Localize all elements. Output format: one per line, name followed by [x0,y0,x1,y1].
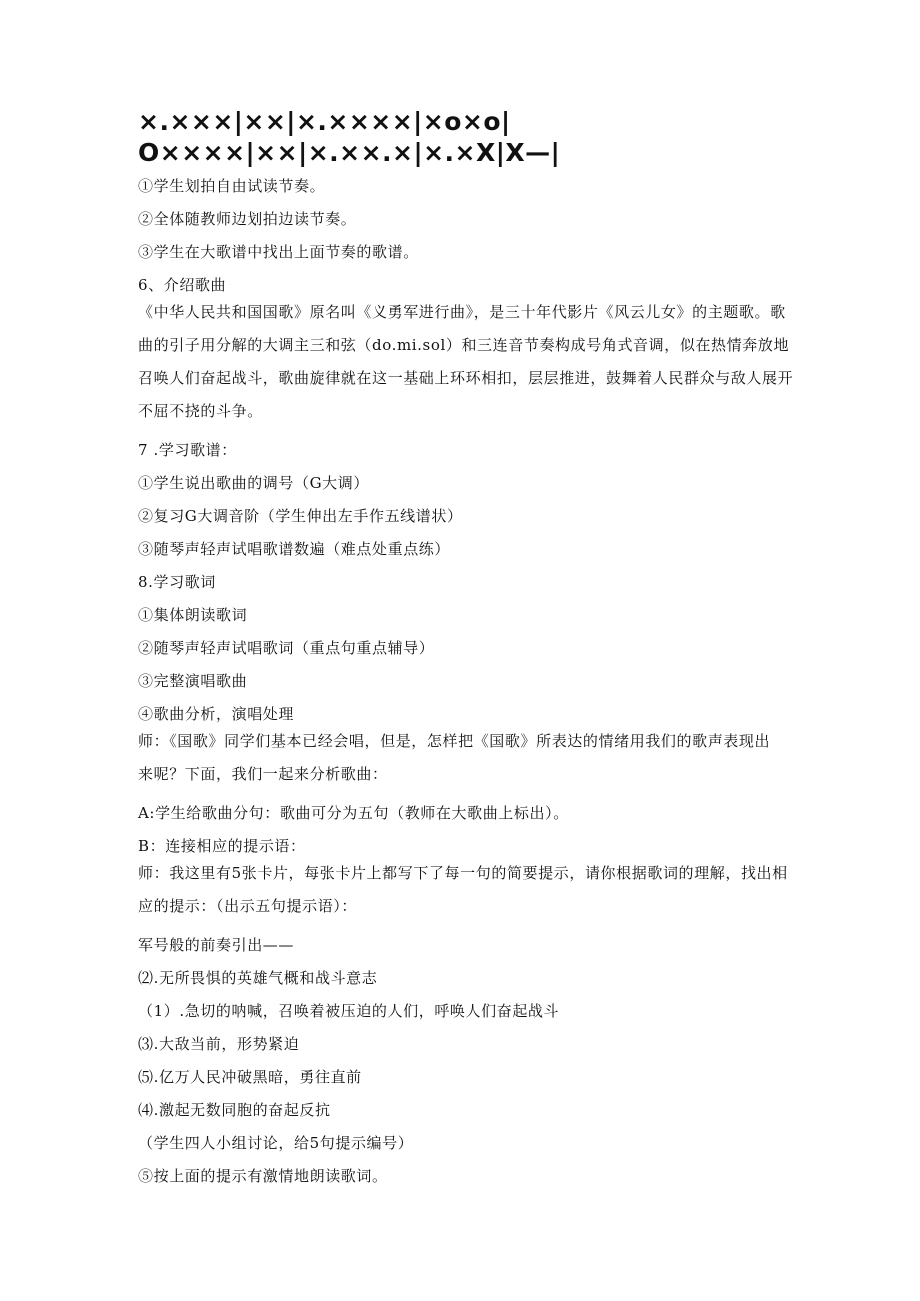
step-read-lyrics: ①集体朗读歌词 [138,606,248,624]
rhythm-line-1: ×.×××|××|×.××××|×o×o| [138,107,511,136]
paragraph-line: 师：《国歌》同学们基本已经会唱，但是，怎样把《国歌》所表达的情绪用我们的歌声表现出 [138,732,771,750]
prompt-5: ⑸.亿万人民冲破黑暗，勇往直前 [138,1068,362,1086]
section-heading-8: 8.学习歌词 [138,573,216,591]
prompt-1: （1）.急切的呐喊，召唤着被压迫的人们，呼唤人们奋起战斗 [138,1002,560,1020]
prompt-2: ⑵.无所畏惧的英雄气概和战斗意志 [138,969,378,987]
paragraph-line: 召唤人们奋起战斗，歌曲旋律就在这一基础上环环相扣，层层推进，鼓舞着人民群众与敌人展开 [138,369,794,387]
rhythm-line-2: O××××|××|×.××.×|×.×X|X—| [138,138,561,167]
section-heading-6: 6、介绍歌曲 [138,276,227,294]
paragraph-line: 不屈不挠的斗争。 [138,402,263,420]
step-song-analysis: ④歌曲分析，演唱处理 [138,705,295,723]
prompt-3: ⑶.大敌当前，形势紧迫 [138,1035,300,1053]
prompt-4: ⑷.激起无数同胞的奋起反抗 [138,1101,331,1119]
step-read-rhythm-free: ①学生划拍自由试读节奏。 [138,177,326,195]
prompt-intro: 军号般的前奏引出—— [138,936,295,954]
step-key-signature: ①学生说出歌曲的调号（G大调） [138,474,369,492]
paragraph-line: 应的提示：（出示五句提示语）： [138,897,358,915]
paragraph-line: 来呢？下面，我们一起来分析歌曲： [138,765,388,783]
song-introduction-paragraph [138,296,798,428]
group-discussion-note: （学生四人小组讨论，给5句提示编号） [138,1134,414,1152]
step-sing-score: ③随琴声轻声试唱歌谱数遍（难点处重点练） [138,540,451,558]
step-sing-lyrics: ②随琴声轻声试唱歌词（重点句重点辅导） [138,639,435,657]
step-read-rhythm-teacher: ②全体随教师边划拍边读节奏。 [138,210,357,228]
teacher-paragraph-2 [138,857,798,923]
section-heading-7: 7 .学习歌谱： [138,441,237,459]
paragraph-line: 《中华人民共和国国歌》原名叫《义勇军进行曲》，是三十年代影片《风云儿女》的主题歌。歌 [138,303,786,321]
step-sing-complete: ③完整演唱歌曲 [138,672,248,690]
paragraph-line: 师：我这里有5张卡片，每张卡片上都写下了每一句的简要提示，请你根据歌词的理解，找出相 [138,864,788,882]
step-read-with-emotion: ⑤按上面的提示有激情地朗读歌词。 [138,1167,388,1185]
step-a-phrases: A:学生给歌曲分句：歌曲可分为五句（教师在大歌曲上标出）。 [138,804,569,822]
step-find-rhythm: ③学生在大歌谱中找出上面节奏的歌谱。 [138,243,419,261]
step-b-prompts: B：连接相应的提示语： [138,837,306,855]
paragraph-line: 曲的引子用分解的大调主三和弦（do.mi.sol）和三连音节奏构成号角式音调，似在热情奔放地 [138,336,790,354]
step-review-scale: ②复习G大调音阶（学生伸出左手作五线谱状） [138,507,463,525]
teacher-paragraph-1 [138,725,798,791]
